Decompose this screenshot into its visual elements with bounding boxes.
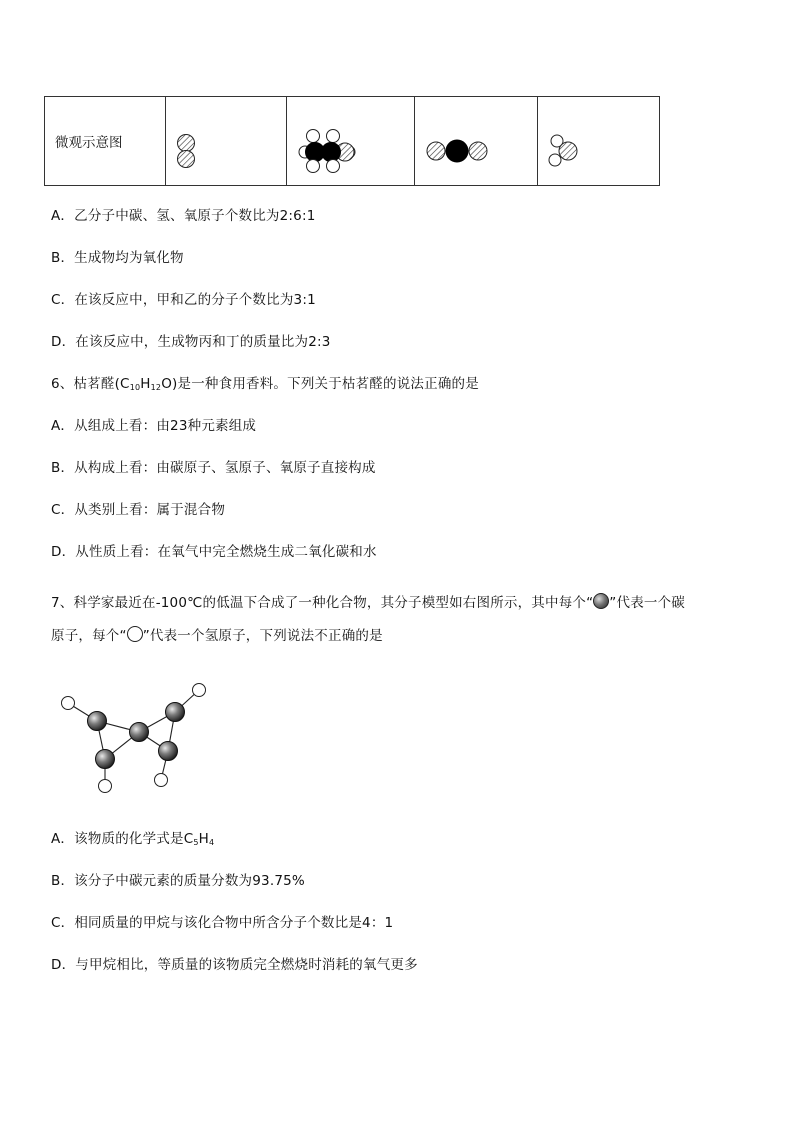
row-label: 微观示意图 bbox=[55, 135, 123, 151]
q7-stem-line2: 原子，每个“ ”代表一个氢原子，下列说法不正确的是 bbox=[51, 628, 383, 644]
carbon-atom bbox=[159, 742, 178, 761]
carbon-atom bbox=[166, 703, 185, 722]
hydrogen-atom bbox=[193, 684, 206, 697]
molecule-cell-ding bbox=[538, 97, 660, 186]
molecule-cell-bing bbox=[415, 97, 538, 186]
carbon-atom bbox=[96, 750, 115, 769]
row-label-cell bbox=[45, 97, 166, 186]
q6-option-b: B．从构成上看：由碳原子、氢原子、氧原子直接构成 bbox=[51, 460, 376, 476]
q5-option-c: C．在该反应中，甲和乙的分子个数比为3:1 bbox=[51, 292, 316, 308]
ethanol-like-molecule bbox=[287, 97, 414, 185]
hatched-diatomic-molecule bbox=[166, 97, 286, 185]
q5-option-d: D．在该反应中，生成物丙和丁的质量比为2:3 bbox=[51, 334, 331, 350]
hydrogen-atom-icon bbox=[127, 626, 143, 642]
q7-option-b: B．该分子中碳元素的质量分数为93.75% bbox=[51, 873, 305, 889]
hydrogen-atom bbox=[62, 697, 75, 710]
carbon-atom bbox=[130, 723, 149, 742]
hydrogen-atom bbox=[155, 774, 168, 787]
q5-option-a: A．乙分子中碳、氢、氧原子个数比为2:6:1 bbox=[51, 208, 316, 224]
carbon-atom bbox=[88, 712, 107, 731]
q6-option-d: D．从性质上看：在氧气中完全燃烧生成二氧化碳和水 bbox=[51, 544, 377, 560]
q7-option-c: C．相同质量的甲烷与该化合物中所含分子个数比是4：1 bbox=[51, 915, 394, 931]
carbon-atom-icon bbox=[593, 593, 609, 609]
water-molecule bbox=[538, 97, 659, 185]
c5h4-molecule-model bbox=[55, 678, 225, 798]
q7-option-d: D．与甲烷相比，等质量的该物质完全燃烧时消耗的氧气更多 bbox=[51, 957, 418, 973]
co2-molecule bbox=[415, 97, 537, 185]
q6-stem: 6、枯茗醛$(C_{10}H_{12}O)$是一种食用香料。下列关于枯茗醛的说法正确的是 bbox=[51, 376, 479, 392]
q7-option-a: A．该物质的化学式是$C_5H_4$ bbox=[51, 831, 215, 847]
q6-option-a: A．从组成上看：由23种元素组成 bbox=[51, 418, 257, 434]
micro-diagram-table bbox=[44, 96, 660, 186]
q5-option-b: B．生成物均为氧化物 bbox=[51, 250, 184, 266]
molecule-cell-jia bbox=[166, 97, 287, 186]
molecule-cell-yi bbox=[287, 97, 415, 186]
hydrogen-atom bbox=[99, 780, 112, 793]
q7-stem-line1: 7、科学家最近在-100℃的低温下合成了一种化合物，其分子模型如右图所示，其中每个“ ”代表一个碳 bbox=[51, 595, 685, 611]
q6-option-c: C．从类别上看：属于混合物 bbox=[51, 502, 226, 518]
